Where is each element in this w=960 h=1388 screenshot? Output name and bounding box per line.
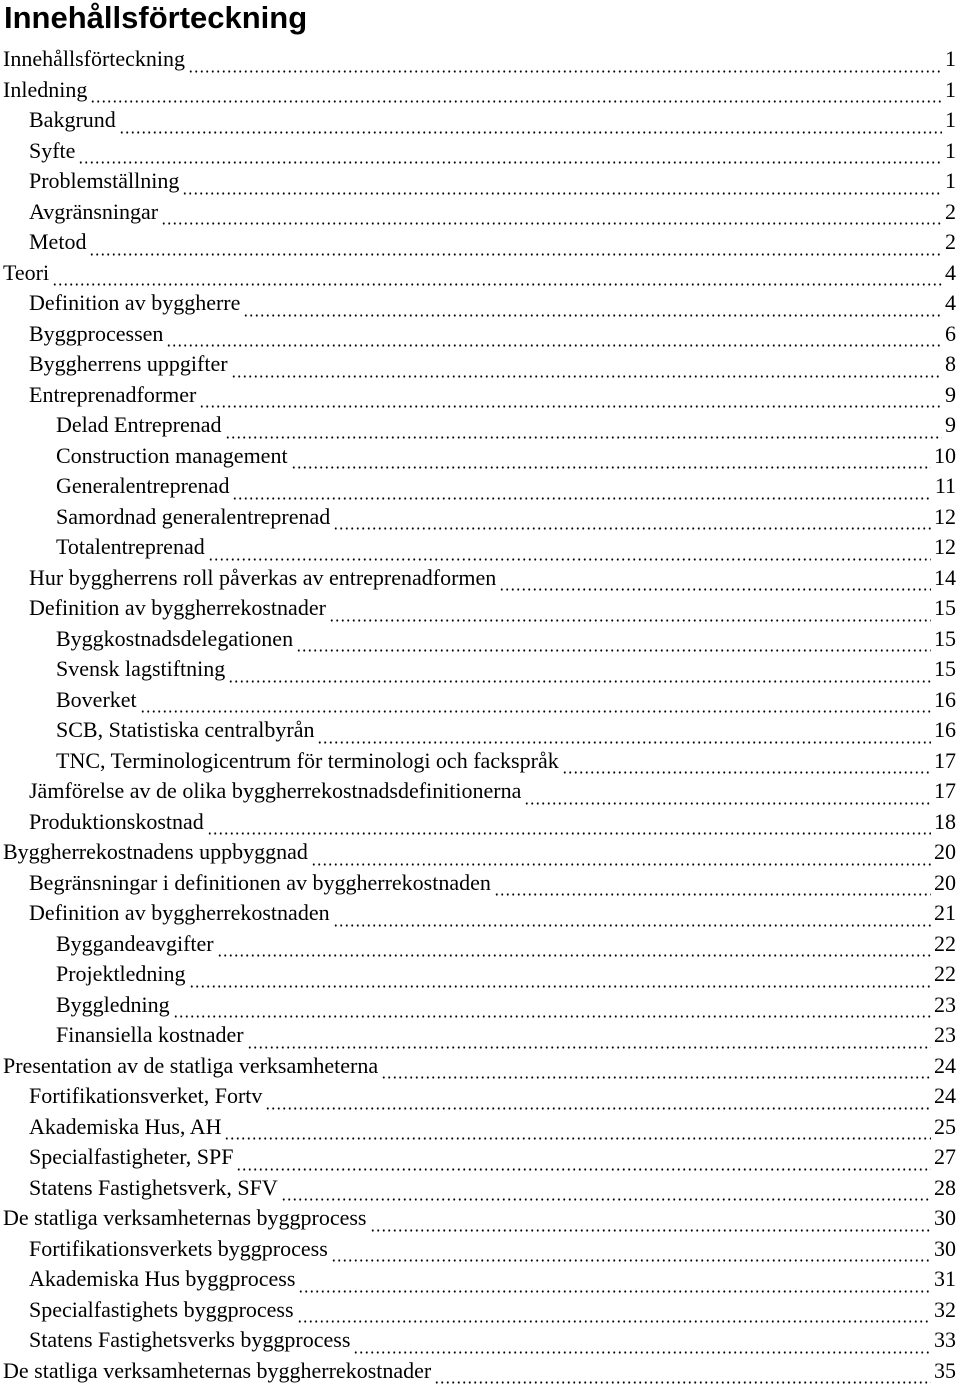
toc-entry[interactable] <box>0 319 960 350</box>
toc-entry-title: Statens Fastighetsverk, SFV <box>29 1174 278 1200</box>
toc-entry[interactable] <box>0 349 960 380</box>
toc-entry-title: Generalentreprenad <box>56 473 230 498</box>
toc-entry-title: Teori <box>3 259 50 285</box>
toc-entry-title: Jämförelse av de olika byggherrekostnadsdefinitionerna <box>29 778 522 803</box>
toc-entry[interactable] <box>0 1173 960 1204</box>
toc-entry-title: SCB, Statistiska centralbyrån <box>56 717 315 742</box>
toc-entry-title: Fortifikationsverket, Fortv <box>29 1083 263 1108</box>
toc-entry[interactable] <box>0 746 960 777</box>
dot-leader <box>78 142 942 164</box>
toc-entry-page-number: 15 <box>934 656 956 681</box>
toc-entry[interactable] <box>0 227 960 258</box>
dot-leader <box>381 1057 931 1079</box>
toc-entry[interactable] <box>0 1203 960 1234</box>
toc-entry-page-number: 9 <box>945 381 956 407</box>
toc-entry-title: Presentation av de statliga verksamheterna <box>3 1052 379 1078</box>
toc-entry[interactable] <box>0 1234 960 1265</box>
toc-entry-title: Statens Fastighetsverks byggprocess <box>29 1327 351 1352</box>
toc-entry-title: Innehållsförteckning <box>3 46 186 71</box>
toc-entry-title: Definition av byggherre <box>29 290 241 315</box>
toc-entry-page-number: 20 <box>934 839 956 864</box>
toc-entry[interactable] <box>0 624 960 655</box>
toc-entry-page-number: 1 <box>945 137 956 163</box>
toc-entry-title: Totalentreprenad <box>56 534 205 559</box>
toc-entry-page-number: 4 <box>945 290 956 315</box>
toc-entry[interactable] <box>0 1081 960 1112</box>
toc-entry-title: Definition av byggherrekostnaden <box>29 900 330 925</box>
toc-entry-page-number: 28 <box>934 1174 956 1200</box>
dot-leader <box>291 447 931 469</box>
dot-leader <box>281 1179 931 1201</box>
dot-leader <box>265 1088 931 1110</box>
toc-entry-title: Definition av byggherrekostnader <box>29 595 326 620</box>
toc-entry-page-number: 12 <box>934 503 956 529</box>
toc-entry-page-number: 2 <box>945 198 956 224</box>
toc-entry-page-number: 33 <box>934 1327 956 1352</box>
toc-entry-page-number: 30 <box>934 1205 956 1230</box>
dot-leader <box>224 1118 931 1140</box>
toc-entry[interactable] <box>0 502 960 533</box>
toc-entry[interactable] <box>0 837 960 868</box>
toc-entry[interactable] <box>0 258 960 289</box>
toc-entry[interactable] <box>0 959 960 990</box>
toc-entry[interactable] <box>0 1295 960 1326</box>
toc-entry-page-number: 18 <box>934 808 956 834</box>
toc-entry-title: Finansiella kostnader <box>56 1022 244 1047</box>
dot-leader <box>298 1271 931 1293</box>
toc-entry-page-number: 17 <box>934 747 956 773</box>
dot-leader <box>524 783 931 805</box>
toc-entry-page-number: 12 <box>934 534 956 559</box>
toc-entry-page-number: 4 <box>945 259 956 285</box>
toc-entry-page-number: 24 <box>934 1083 956 1108</box>
toc-entry[interactable] <box>0 1356 960 1387</box>
toc-entry[interactable] <box>0 166 960 197</box>
dot-leader <box>296 630 931 652</box>
toc-entry[interactable] <box>0 136 960 167</box>
toc-entry-page-number: 25 <box>934 1113 956 1139</box>
toc-entry-page-number: 11 <box>934 473 956 498</box>
dot-leader <box>225 417 942 439</box>
toc-entry[interactable] <box>0 990 960 1021</box>
dot-leader <box>329 600 931 622</box>
toc-entry-title: Delad Entreprenad <box>56 412 222 437</box>
dot-leader <box>236 1149 931 1171</box>
toc-entry-title: Byggledning <box>56 991 170 1017</box>
toc-entry[interactable] <box>0 1112 960 1143</box>
toc-entry-page-number: 27 <box>934 1144 956 1169</box>
toc-entry-page-number: 9 <box>945 412 956 437</box>
dot-leader <box>89 234 942 256</box>
toc-entry[interactable] <box>0 1325 960 1356</box>
toc-entry-title: Projektledning <box>56 961 186 986</box>
toc-entry-page-number: 23 <box>934 1022 956 1047</box>
dot-leader <box>232 478 931 500</box>
toc-entry-page-number: 10 <box>934 442 956 468</box>
toc-entry-title: De statliga verksamheternas byggprocess <box>3 1205 367 1230</box>
toc-entry[interactable] <box>0 288 960 319</box>
dot-leader <box>90 81 942 103</box>
dot-leader <box>333 508 931 530</box>
dot-leader <box>228 661 931 683</box>
dot-leader <box>207 813 931 835</box>
toc-entry-title: Specialfastigheter, SPF <box>29 1144 234 1169</box>
toc-entry[interactable] <box>0 593 960 624</box>
toc-entry-title: Specialfastighets byggprocess <box>29 1296 294 1322</box>
toc-entry-page-number: 17 <box>934 778 956 803</box>
toc-entry-title: Produktionskostnad <box>29 808 204 834</box>
toc-entry-title: Akademiska Hus byggprocess <box>29 1266 296 1291</box>
toc-entry-page-number: 1 <box>945 168 956 193</box>
toc-entry-page-number: 35 <box>934 1357 956 1383</box>
toc-list <box>0 44 960 1386</box>
toc-entry[interactable] <box>0 715 960 746</box>
toc-entry-page-number: 30 <box>934 1235 956 1261</box>
toc-entry[interactable] <box>0 776 960 807</box>
dot-leader <box>331 1240 931 1262</box>
toc-entry-title: Byggprocessen <box>29 320 164 346</box>
toc-entry-title: Byggandeavgifter <box>56 930 214 956</box>
toc-entry-title: Avgränsningar <box>29 198 159 224</box>
toc-entry-title: Boverket <box>56 686 137 712</box>
dot-leader <box>243 295 942 317</box>
toc-entry[interactable] <box>0 1051 960 1082</box>
dot-leader <box>182 173 942 195</box>
toc-entry-title: Syfte <box>29 137 76 163</box>
dot-leader <box>311 844 931 866</box>
dot-leader <box>161 203 942 225</box>
toc-entry-page-number: 16 <box>934 686 956 712</box>
toc-entry-title: Byggherrens uppgifter <box>29 351 228 376</box>
toc-entry-title: Byggherrekostnadens uppbyggnad <box>3 839 308 864</box>
dot-leader <box>166 325 942 347</box>
dot-leader <box>189 966 931 988</box>
dot-leader <box>297 1301 931 1323</box>
toc-entry-page-number: 1 <box>945 46 956 71</box>
toc-entry-page-number: 16 <box>934 717 956 742</box>
dot-leader <box>217 935 931 957</box>
dot-leader <box>140 691 931 713</box>
toc-entry[interactable] <box>0 1264 960 1295</box>
dot-leader <box>499 569 931 591</box>
toc-entry-title: Bakgrund <box>29 107 116 132</box>
dot-leader <box>188 51 942 73</box>
toc-entry[interactable] <box>0 471 960 502</box>
toc-entry[interactable] <box>0 410 960 441</box>
toc-entry-title: Inledning <box>3 76 88 102</box>
toc-entry-title: TNC, Terminologicentrum för terminologi och fackspråk <box>56 747 559 773</box>
toc-entry-page-number: 14 <box>934 564 956 590</box>
toc-entry[interactable] <box>0 654 960 685</box>
dot-leader <box>199 386 942 408</box>
toc-entry-page-number: 23 <box>934 991 956 1017</box>
toc-entry-title: Akademiska Hus, AH <box>29 1113 222 1139</box>
toc-entry-title: Fortifikationsverkets byggprocess <box>29 1235 328 1261</box>
toc-entry-page-number: 8 <box>945 351 956 376</box>
toc-entry-title: Samordnad generalentreprenad <box>56 503 331 529</box>
toc-entry-page-number: 24 <box>934 1052 956 1078</box>
toc-entry-title: Hur byggherrens roll påverkas av entreprenadformen <box>29 564 497 590</box>
toc-entry[interactable] <box>0 44 960 75</box>
toc-entry-page-number: 1 <box>945 107 956 132</box>
toc-entry-title: Problemställning <box>29 168 180 193</box>
toc-entry-title: Metod <box>29 229 87 254</box>
toc-entry[interactable] <box>0 868 960 899</box>
dot-leader <box>317 722 931 744</box>
toc-entry-page-number: 22 <box>934 961 956 986</box>
toc-entry-page-number: 32 <box>934 1296 956 1322</box>
toc-entry-title: Svensk lagstiftning <box>56 656 226 681</box>
dot-leader <box>52 264 942 286</box>
toc-entry[interactable] <box>0 563 960 594</box>
dot-leader <box>494 874 931 896</box>
dot-leader <box>208 539 931 561</box>
toc-entry-page-number: 20 <box>934 869 956 895</box>
toc-entry[interactable] <box>0 807 960 838</box>
dot-leader <box>333 905 931 927</box>
toc-entry[interactable] <box>0 532 960 563</box>
toc-entry-page-number: 15 <box>934 625 956 651</box>
toc-entry-page-number: 21 <box>934 900 956 925</box>
toc-entry-page-number: 6 <box>945 320 956 346</box>
dot-leader <box>247 1027 931 1049</box>
dot-leader <box>173 996 931 1018</box>
toc-entry[interactable] <box>0 685 960 716</box>
toc-entry-page-number: 2 <box>945 229 956 254</box>
toc-entry[interactable] <box>0 1020 960 1051</box>
toc-entry-page-number: 31 <box>934 1266 956 1291</box>
toc-entry[interactable] <box>0 929 960 960</box>
dot-leader <box>370 1210 932 1232</box>
toc-entry[interactable] <box>0 197 960 228</box>
toc-entry[interactable] <box>0 441 960 472</box>
dot-leader <box>562 752 931 774</box>
toc-entry[interactable] <box>0 380 960 411</box>
toc-entry-page-number: 22 <box>934 930 956 956</box>
toc-entry-title: Begränsningar i definitionen av byggherrekostnaden <box>29 869 491 895</box>
toc-entry-page-number: 1 <box>945 76 956 102</box>
toc-entry[interactable] <box>0 75 960 106</box>
toc-heading: Innehållsförteckning <box>4 0 308 35</box>
toc-entry-title: Construction management <box>56 442 288 468</box>
toc-entry[interactable] <box>0 1142 960 1173</box>
dot-leader <box>231 356 942 378</box>
dot-leader <box>119 112 942 134</box>
dot-leader <box>353 1332 931 1354</box>
toc-entry-title: Entreprenadformer <box>29 381 197 407</box>
toc-entry-page-number: 15 <box>934 595 956 620</box>
toc-entry-title: Byggkostnadsdelegationen <box>56 625 294 651</box>
toc-entry-title: De statliga verksamheternas byggherrekostnader <box>3 1357 432 1383</box>
toc-entry[interactable] <box>0 898 960 929</box>
dot-leader <box>434 1362 931 1384</box>
toc-entry[interactable] <box>0 105 960 136</box>
